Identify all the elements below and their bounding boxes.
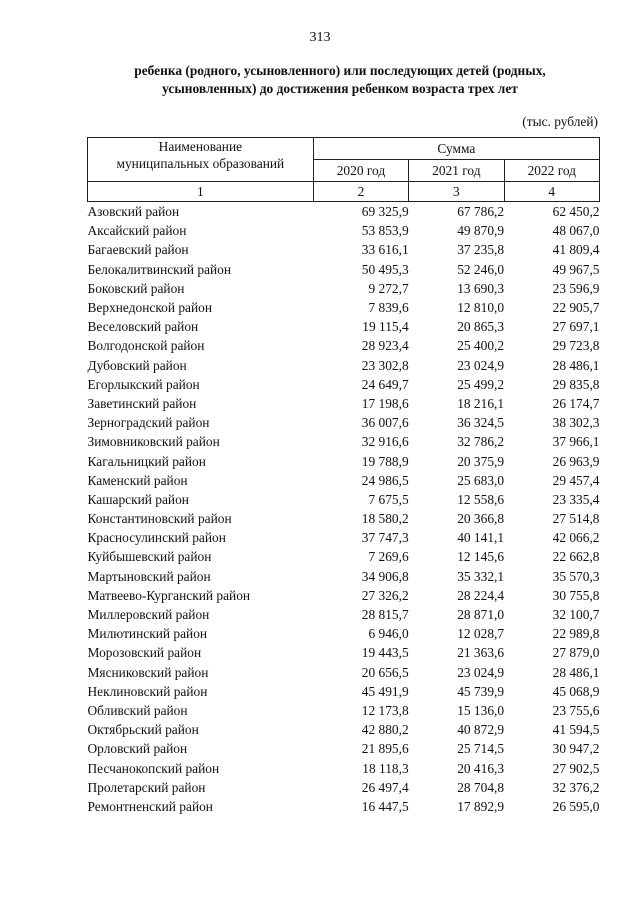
value-2022-cell: 29 457,4 [552, 472, 600, 488]
value-2022-cell: 35 570,3 [552, 568, 600, 584]
column-number-2: 2 [313, 182, 408, 202]
value-2020-cell: 28 923,4 [361, 338, 409, 354]
value-2021-cell: 23 024,9 [457, 664, 505, 680]
region-name-cell: Дубовский район [87, 357, 187, 373]
value-2020-cell: 27 326,2 [361, 587, 409, 603]
column-number-3: 3 [409, 182, 504, 202]
value-2021-cell: 25 683,0 [457, 472, 505, 488]
region-name-cell: Морозовский район [87, 645, 202, 661]
value-2022-cell: 28 486,1 [552, 357, 600, 373]
value-2022-cell: 27 879,0 [552, 645, 600, 661]
table-row [88, 490, 600, 509]
value-2020-cell: 34 906,8 [361, 568, 409, 584]
value-2020-cell: 18 580,2 [361, 511, 409, 527]
value-2022-cell: 41 594,5 [552, 722, 600, 738]
value-2021-cell: 18 216,1 [457, 395, 505, 411]
value-2020-cell: 7 839,6 [368, 300, 409, 316]
value-2021-cell: 20 366,8 [457, 511, 505, 527]
value-2020-cell: 42 880,2 [361, 722, 409, 738]
value-2022-cell: 26 174,7 [552, 395, 600, 411]
region-name-cell: Азовский район [87, 204, 180, 220]
value-2020-cell: 12 173,8 [361, 702, 409, 718]
value-2020-cell: 9 272,7 [368, 280, 409, 296]
table-row [88, 528, 600, 547]
column-header-name-line-1: Наименование [158, 139, 243, 154]
page-number: 313 [309, 30, 331, 45]
value-2020-cell: 6 946,0 [368, 626, 409, 642]
value-2022-cell: 45 068,9 [552, 683, 600, 699]
units-label: (тыс. рублей) [522, 114, 598, 129]
region-name-cell: Веселовский район [87, 319, 199, 335]
value-2022-cell: 37 966,1 [552, 434, 600, 450]
value-2021-cell: 40 872,9 [457, 722, 505, 738]
region-name-cell: Песчанокопский район [87, 760, 220, 776]
value-2022-cell: 22 989,8 [552, 626, 600, 642]
value-2021-cell: 21 363,6 [457, 645, 505, 661]
region-name-cell: Орловский район [87, 741, 188, 757]
value-2021-cell: 17 892,9 [457, 798, 505, 814]
heading-line-2: усыновленных) до достижения ребенком возраста трех лет [162, 81, 518, 96]
column-header-2022: 2022 год [504, 160, 599, 182]
value-2020-cell: 50 495,3 [361, 261, 409, 277]
table-row [88, 298, 600, 317]
value-2020-cell: 69 325,9 [361, 204, 409, 220]
table-row [88, 605, 600, 624]
value-2020-cell: 37 747,3 [361, 530, 409, 546]
value-2021-cell: 40 141,1 [457, 530, 505, 546]
table-row [88, 375, 600, 394]
value-2022-cell: 32 376,2 [552, 779, 600, 795]
region-name-cell: Зерноградский район [87, 415, 210, 431]
value-2021-cell: 23 024,9 [457, 357, 505, 373]
value-2022-cell: 38 302,3 [552, 415, 600, 431]
table-row [88, 471, 600, 490]
column-header-2021: 2021 год [409, 160, 504, 182]
table-row [88, 701, 600, 720]
value-2020-cell: 45 491,9 [361, 683, 409, 699]
value-2021-cell: 28 871,0 [457, 607, 505, 623]
value-2022-cell: 62 450,2 [552, 204, 600, 220]
value-2021-cell: 32 786,2 [457, 434, 505, 450]
value-2020-cell: 19 115,4 [362, 319, 409, 335]
region-name-cell: Миллеровский район [87, 607, 210, 623]
value-2021-cell: 25 499,2 [457, 376, 505, 392]
region-name-cell: Верхнедонской район [87, 300, 213, 316]
column-number-4: 4 [504, 182, 599, 202]
value-2021-cell: 25 400,2 [457, 338, 505, 354]
value-2022-cell: 26 963,9 [552, 453, 600, 469]
table-row [88, 643, 600, 662]
table-row [88, 413, 600, 432]
value-2021-cell: 45 739,9 [457, 683, 505, 699]
table-header [88, 138, 600, 202]
table-row [88, 279, 600, 298]
region-name-cell: Красносулинский район [87, 530, 226, 546]
value-2022-cell: 22 662,8 [552, 549, 600, 565]
table-row [88, 778, 600, 797]
column-number-1: 1 [88, 182, 314, 202]
region-name-cell: Зимовниковский район [87, 434, 220, 450]
value-2021-cell: 25 714,5 [457, 741, 505, 757]
table-row [88, 202, 600, 222]
region-name-cell: Неклиновский район [87, 683, 208, 699]
value-2021-cell: 36 324,5 [457, 415, 505, 431]
value-2022-cell: 42 066,2 [552, 530, 600, 546]
value-2021-cell: 67 786,2 [457, 204, 505, 220]
value-2021-cell: 12 810,0 [457, 300, 505, 316]
table-row [88, 547, 600, 566]
value-2022-cell: 23 755,6 [552, 702, 600, 718]
value-2020-cell: 36 007,6 [361, 415, 409, 431]
value-2020-cell: 23 302,8 [361, 357, 409, 373]
value-2022-cell: 22 905,7 [552, 300, 600, 316]
value-2021-cell: 12 145,6 [457, 549, 505, 565]
heading-line-1: ребенка (родного, усыновленного) или последующих детей (родных, [134, 63, 546, 78]
value-2020-cell: 19 443,5 [361, 645, 409, 661]
region-name-cell: Ремонтненский район [87, 798, 213, 814]
table-row [88, 586, 600, 605]
value-2021-cell: 13 690,3 [457, 280, 505, 296]
value-2022-cell: 32 100,7 [552, 607, 600, 623]
region-name-cell: Мясниковский район [87, 664, 209, 680]
value-2022-cell: 41 809,4 [552, 242, 600, 258]
region-name-cell: Белокалитвинский район [87, 261, 232, 277]
table-row [88, 624, 600, 643]
value-2021-cell: 20 375,9 [457, 453, 505, 469]
value-2022-cell: 27 697,1 [552, 319, 600, 335]
column-header-name-line-2: муниципальных образований [116, 156, 285, 171]
region-name-cell: Обливский район [87, 702, 188, 718]
value-2021-cell: 28 224,4 [457, 587, 505, 603]
region-name-cell: Мартыновский район [87, 568, 211, 584]
region-name-cell: Октябрьский район [87, 722, 199, 738]
value-2022-cell: 23 335,4 [552, 491, 600, 507]
value-2020-cell: 21 895,6 [361, 741, 409, 757]
value-2021-cell: 20 416,3 [457, 760, 505, 776]
region-name-cell: Константиновский район [87, 511, 232, 527]
column-header-2020: 2020 год [313, 160, 408, 182]
value-2020-cell: 53 853,9 [361, 223, 409, 239]
value-2022-cell: 28 486,1 [552, 664, 600, 680]
value-2020-cell: 20 656,5 [361, 664, 409, 680]
value-2020-cell: 28 815,7 [361, 607, 409, 623]
value-2020-cell: 26 497,4 [361, 779, 409, 795]
table-row [88, 317, 600, 336]
region-name-cell: Каменский район [87, 472, 188, 488]
value-2021-cell: 12 028,7 [457, 626, 505, 642]
table-row [88, 336, 600, 355]
table-row [88, 739, 600, 758]
value-2020-cell: 24 986,5 [361, 472, 409, 488]
table-heading [80, 62, 600, 98]
region-name-cell: Заветинский район [87, 395, 197, 411]
table-row [88, 682, 600, 701]
table-row [88, 260, 600, 279]
table-row [88, 451, 600, 470]
value-2020-cell: 19 788,9 [361, 453, 409, 469]
table-row [88, 432, 600, 451]
value-2022-cell: 27 902,5 [552, 760, 600, 776]
value-2022-cell: 29 723,8 [552, 338, 600, 354]
value-2022-cell: 30 755,8 [552, 587, 600, 603]
value-2020-cell: 32 916,6 [361, 434, 409, 450]
table-row [88, 758, 600, 777]
table-row [88, 567, 600, 586]
value-2022-cell: 48 067,0 [552, 223, 600, 239]
value-2022-cell: 49 967,5 [552, 261, 600, 277]
value-2021-cell: 28 704,8 [457, 779, 505, 795]
region-name-cell: Кашарский район [87, 491, 189, 507]
region-name-cell: Егорлыкский район [87, 376, 200, 392]
table-row [88, 221, 600, 240]
value-2020-cell: 17 198,6 [361, 395, 409, 411]
value-2021-cell: 12 558,6 [457, 491, 505, 507]
region-name-cell: Боковский район [87, 280, 185, 296]
value-2021-cell: 37 235,8 [457, 242, 505, 258]
value-2021-cell: 20 865,3 [457, 319, 505, 335]
region-name-cell: Матвеево-Курганский район [87, 587, 251, 603]
value-2022-cell: 27 514,8 [552, 511, 600, 527]
region-name-cell: Багаевский район [87, 242, 189, 258]
table-body [88, 202, 600, 817]
column-header-sum: Сумма [313, 138, 599, 160]
table-row [88, 720, 600, 739]
region-name-cell: Волгодонской район [87, 338, 205, 354]
value-2020-cell: 24 649,7 [361, 376, 409, 392]
table-row [88, 509, 600, 528]
budget-table [87, 137, 600, 816]
region-name-cell: Милютинский район [87, 626, 208, 642]
region-name-cell: Куйбышевский район [87, 549, 212, 565]
region-name-cell: Аксайский район [87, 223, 187, 239]
table-row [88, 356, 600, 375]
value-2022-cell: 26 595,0 [552, 798, 600, 814]
table-row [88, 394, 600, 413]
column-header-name [88, 138, 314, 182]
value-2020-cell: 33 616,1 [361, 242, 409, 258]
value-2020-cell: 7 675,5 [368, 491, 409, 507]
value-2021-cell: 15 136,0 [457, 702, 505, 718]
table-row [88, 240, 600, 259]
region-name-cell: Кагальницкий район [87, 453, 206, 469]
value-2022-cell: 23 596,9 [552, 280, 600, 296]
value-2021-cell: 52 246,0 [457, 261, 505, 277]
value-2021-cell: 35 332,1 [457, 568, 505, 584]
value-2020-cell: 18 118,3 [362, 760, 409, 776]
region-name-cell: Пролетарский район [87, 779, 206, 795]
value-2022-cell: 30 947,2 [552, 741, 600, 757]
value-2022-cell: 29 835,8 [552, 376, 600, 392]
table-row [88, 663, 600, 682]
table-row [88, 797, 600, 816]
value-2020-cell: 7 269,6 [368, 549, 409, 565]
value-2021-cell: 49 870,9 [457, 223, 505, 239]
value-2020-cell: 16 447,5 [361, 798, 409, 814]
